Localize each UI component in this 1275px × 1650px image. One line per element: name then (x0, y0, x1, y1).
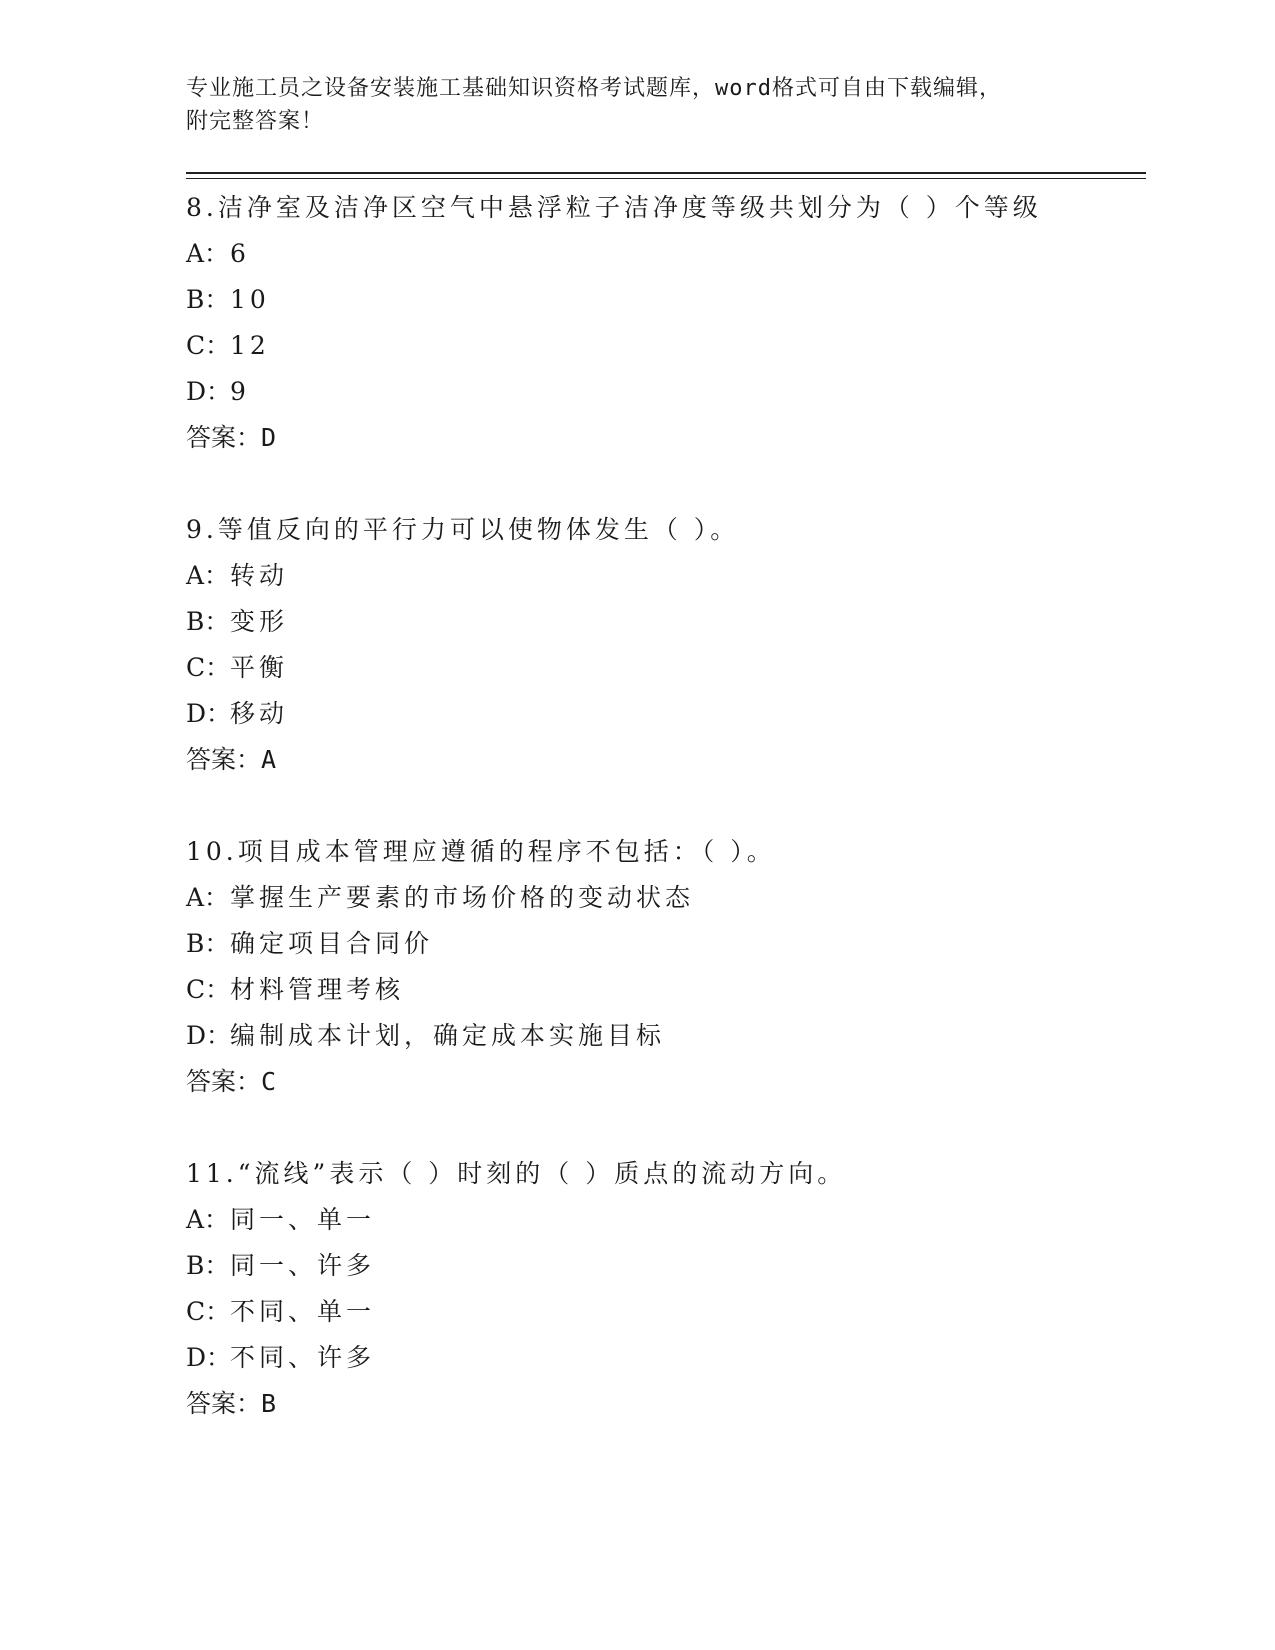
option-a (186, 553, 1146, 599)
option-key: A： (186, 561, 230, 590)
question-8 (186, 185, 1146, 461)
option-key: B： (186, 285, 230, 314)
option-d (186, 1335, 1146, 1381)
option-d (186, 691, 1146, 737)
option-b (186, 1243, 1146, 1289)
option-b (186, 921, 1146, 967)
document-page (186, 72, 1146, 1473)
option-key: D： (186, 1021, 232, 1050)
divider-line-bottom (186, 178, 1146, 179)
option-text: 同一、单一 (230, 1205, 376, 1234)
divider-line-top (186, 172, 1146, 174)
option-text: 材料管理考核 (230, 975, 405, 1004)
question-10 (186, 829, 1146, 1105)
option-text: 9 (230, 377, 250, 406)
option-key: D： (186, 377, 232, 406)
option-text: 同一、许多 (230, 1251, 376, 1280)
option-text: 变形 (230, 607, 289, 636)
option-text: 6 (230, 239, 250, 268)
question-stem: 10.项目成本管理应遵循的程序不包括：（ ）。 (186, 837, 776, 866)
option-key: A： (186, 239, 230, 268)
option-text: 掌握生产要素的市场价格的变动状态 (230, 883, 695, 912)
option-d (186, 1013, 1146, 1059)
question-stem: 9.等值反向的平行力可以使物体发生（ ）。 (186, 515, 740, 544)
option-text: 12 (230, 331, 270, 360)
option-d (186, 369, 1146, 415)
option-key: C： (186, 331, 231, 360)
option-a (186, 231, 1146, 277)
option-b (186, 599, 1146, 645)
option-key: D： (186, 699, 232, 728)
option-text: 转动 (230, 561, 289, 590)
option-text: 不同、单一 (230, 1297, 376, 1326)
option-key: D： (186, 1343, 232, 1372)
option-key: C： (186, 1297, 231, 1326)
option-c (186, 323, 1146, 369)
option-key: B： (186, 607, 230, 636)
question-list (186, 185, 1146, 1427)
answer-line: 答案：A (186, 745, 277, 774)
question-stem: 11.“流线”表示（ ）时刻的（ ）质点的流动方向。 (186, 1159, 847, 1188)
question-stem: 8.洁净室及洁净区空气中悬浮粒子洁净度等级共划分为（ ）个等级 (186, 193, 1042, 222)
option-text: 不同、许多 (230, 1343, 376, 1372)
option-c (186, 1289, 1146, 1335)
option-text: 确定项目合同价 (230, 929, 434, 958)
document-header (186, 72, 1146, 138)
answer-line: 答案：D (186, 423, 277, 452)
answer-line: 答案：B (186, 1389, 277, 1418)
option-c (186, 967, 1146, 1013)
option-key: C： (186, 975, 231, 1004)
option-key: A： (186, 883, 230, 912)
option-c (186, 645, 1146, 691)
option-key: B： (186, 1251, 230, 1280)
option-text: 平衡 (230, 653, 289, 682)
option-a (186, 1197, 1146, 1243)
header-line-1: 专业施工员之设备安装施工基础知识资格考试题库，word格式可自由下载编辑， (186, 76, 1002, 101)
option-key: C： (186, 653, 231, 682)
question-11 (186, 1151, 1146, 1427)
header-line-2: 附完整答案！ (186, 109, 325, 134)
question-9 (186, 507, 1146, 783)
option-key: B： (186, 929, 230, 958)
header-divider (186, 172, 1146, 179)
option-text: 编制成本计划，确定成本实施目标 (230, 1021, 666, 1050)
option-text: 10 (230, 285, 270, 314)
option-a (186, 875, 1146, 921)
option-b (186, 277, 1146, 323)
answer-line: 答案：C (186, 1067, 277, 1096)
option-key: A： (186, 1205, 230, 1234)
option-text: 移动 (230, 699, 289, 728)
